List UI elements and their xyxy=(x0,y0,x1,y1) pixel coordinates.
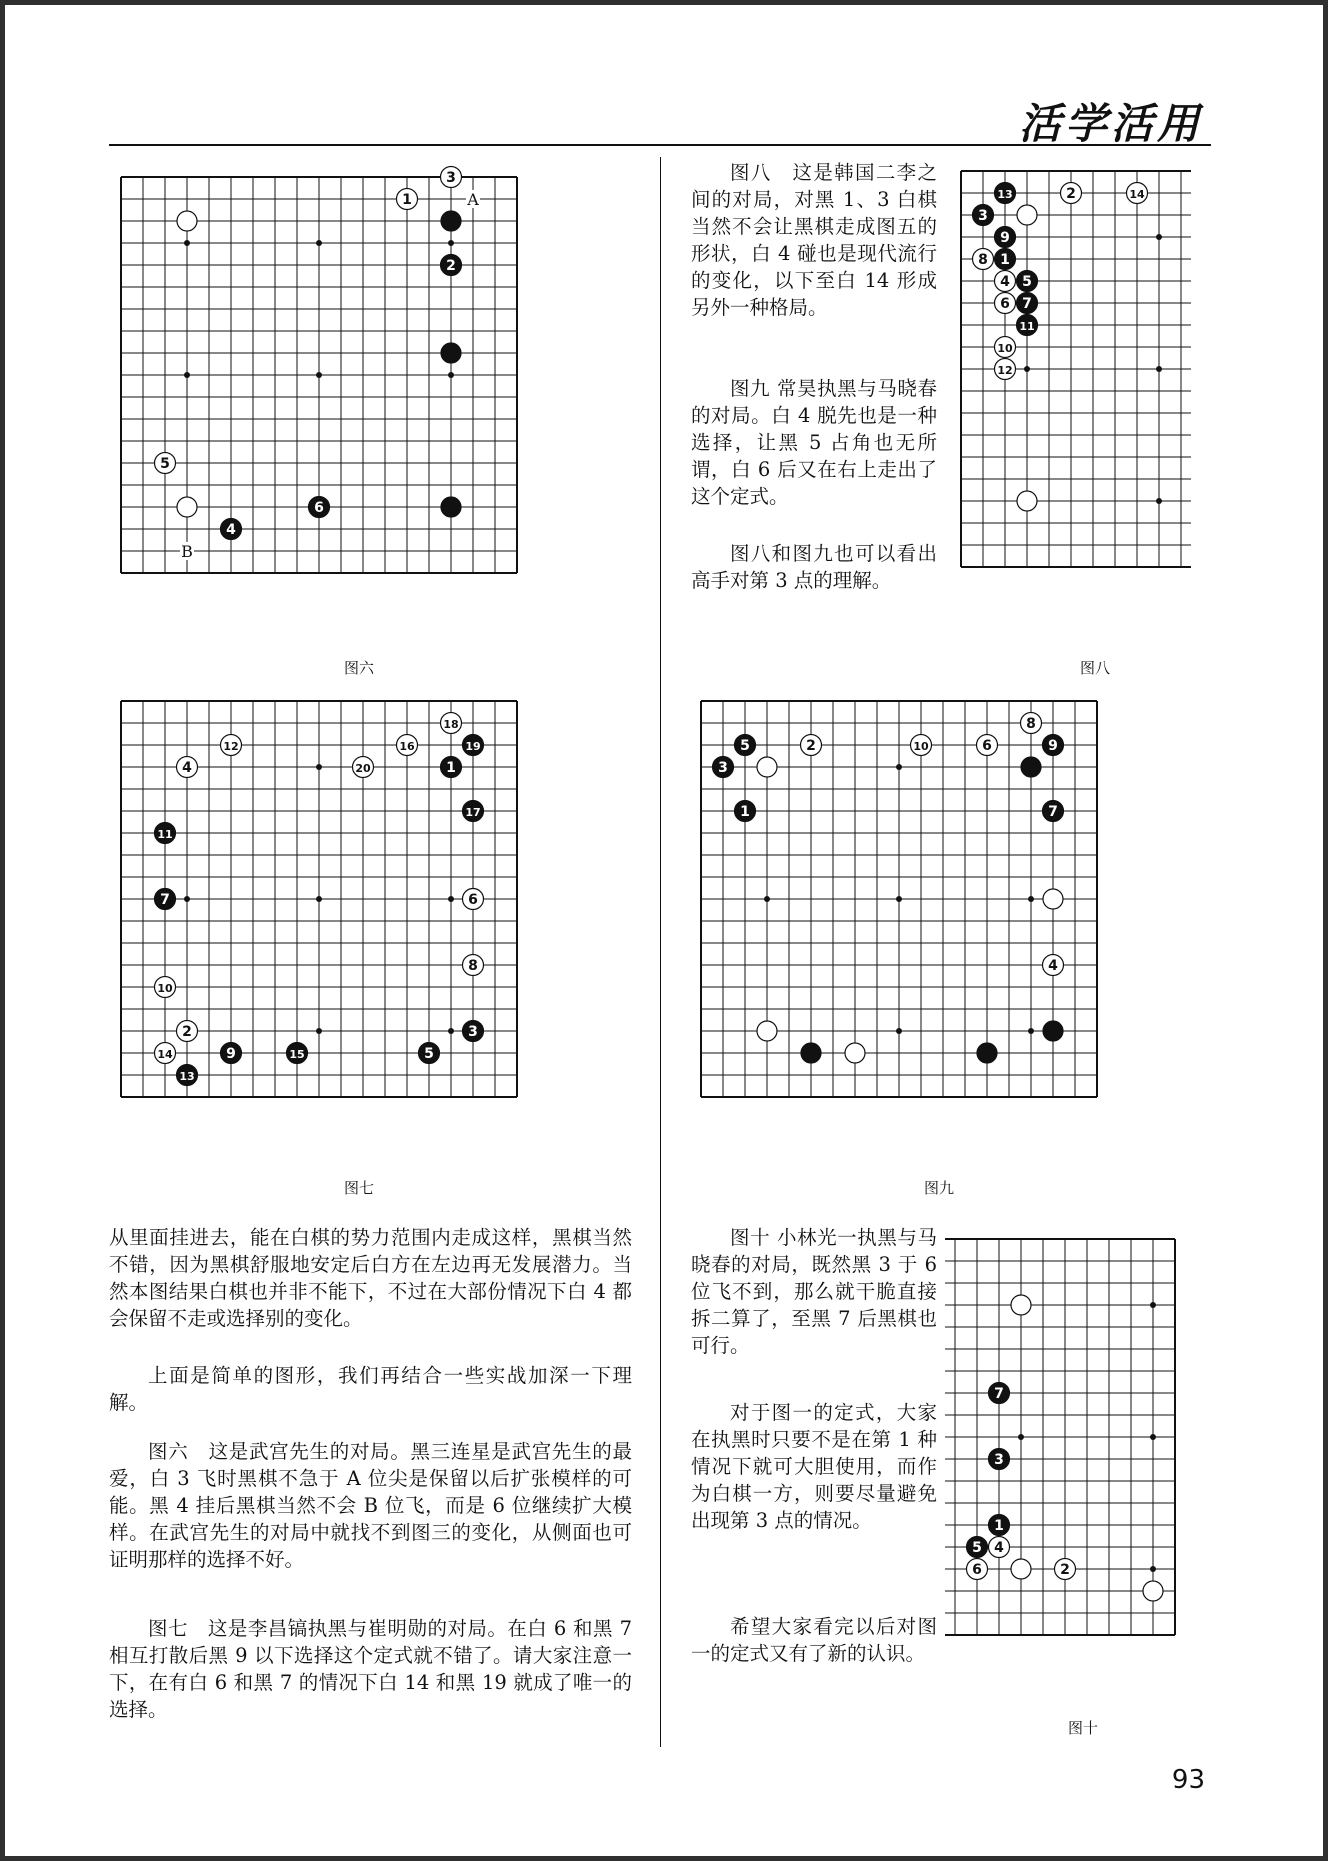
move-number: 14 xyxy=(157,1048,173,1061)
paragraph-fig7: 图七 这是李昌镐执黑与崔明勋的对局。在白 6 和黑 7 相互打散后黑 9 以下选择这个定式就不错了。请大家注意一下，在有白 6 和黑 7 的情况下白 14 和黑 19 就成了唯一的选择。 xyxy=(109,1617,632,1721)
move-number: 4 xyxy=(1048,958,1058,974)
caption-figure-7: 图七 xyxy=(343,1179,374,1197)
column-divider xyxy=(660,157,661,1747)
black-stone xyxy=(221,519,242,540)
star-point xyxy=(896,764,902,770)
star-point xyxy=(316,372,322,378)
paragraph-fig9: 图九 常昊执黑与马晓春的对局。白 4 脱先也是一种选择，让黑 5 占角也无所谓，白 6 后又在右上走出了这个定式。 xyxy=(691,377,937,508)
star-point xyxy=(1028,896,1034,902)
star-point xyxy=(184,372,190,378)
paragraph-fig10: 图十 小林光一执黑与马晓春的对局，既然黑 3 于 6 位飞不到，那么就干脆直接拆二算了，至黑 7 后黑棋也可行。 xyxy=(691,1226,937,1357)
move-number: 2 xyxy=(446,258,456,274)
white-stone xyxy=(995,293,1016,314)
move-number: 2 xyxy=(1060,1562,1070,1578)
move-number: 1 xyxy=(446,760,456,776)
go-board-figure-6 xyxy=(115,171,605,656)
paragraph-fig8-fig9: 图八和图九也可以看出高手对第 3 点的理解。 xyxy=(691,542,937,592)
star-point xyxy=(1150,1566,1156,1572)
white-stone xyxy=(1021,713,1042,734)
move-number: 5 xyxy=(160,456,170,472)
white-stone xyxy=(967,1559,988,1580)
white-stone xyxy=(177,211,197,231)
black-stone xyxy=(155,823,176,844)
move-number: 4 xyxy=(182,760,192,776)
white-stone xyxy=(989,1537,1010,1558)
white-stone xyxy=(1061,183,1082,204)
header-title: 活学活用 xyxy=(1018,99,1203,148)
white-stone xyxy=(1011,1559,1031,1579)
black-stone xyxy=(441,757,462,778)
star-point xyxy=(184,896,190,902)
move-number: 3 xyxy=(446,170,456,186)
move-number: 11 xyxy=(1019,320,1035,333)
star-point xyxy=(448,896,454,902)
star-point xyxy=(1150,1434,1156,1440)
star-point xyxy=(896,896,902,902)
white-stone xyxy=(757,1021,777,1041)
white-stone xyxy=(1043,889,1063,909)
paragraph-fig6: 图六 这是武宫先生的对局。黑三连星是武宫先生的最爱，白 3 飞时黑棋不急于 A 位尖是保留以后扩张模样的可能。黑 4 挂后黑棋当然不会 B 位飞，而是 6 位继续扩大模样。在武宫先生的对局中就找不到图三的变化，从侧面也可证明那样的选择不好。 xyxy=(109,1440,632,1571)
black-stone xyxy=(419,1043,440,1064)
move-number: 10 xyxy=(997,342,1013,355)
star-point xyxy=(1018,1434,1024,1440)
white-stone xyxy=(977,735,998,756)
black-stone xyxy=(713,757,734,778)
white-stone xyxy=(1011,1295,1031,1315)
move-number: 5 xyxy=(972,1540,982,1556)
paragraph-fig8: 图八 这是韩国二李之间的对局，对黑 1、3 白棋当然不会让黑棋走成图五的形状，白 4 碰也是现代流行的变化，以下至白 14 形成另外一种格局。 xyxy=(691,161,937,319)
white-stone xyxy=(441,713,462,734)
star-point xyxy=(448,372,454,378)
black-stone xyxy=(989,1515,1010,1536)
move-number: 2 xyxy=(182,1024,192,1040)
go-board-figure-9 xyxy=(695,695,1185,1180)
move-number: 6 xyxy=(972,1562,982,1578)
move-number: 17 xyxy=(465,806,481,819)
paragraph-joseki-advice: 对于图一的定式，大家在执黑时只要不是在第 1 种情况下就可大胆使用，而作为白棋一方，则要尽量避免出现第 3 点的情况。 xyxy=(691,1401,937,1532)
black-stone xyxy=(287,1043,308,1064)
star-point xyxy=(1028,1028,1034,1034)
star-point xyxy=(1024,366,1030,372)
star-point xyxy=(316,764,322,770)
white-stone xyxy=(177,757,198,778)
black-stone xyxy=(1017,293,1038,314)
black-stone xyxy=(1017,271,1038,292)
move-number: 7 xyxy=(994,1386,1004,1402)
move-number: 3 xyxy=(994,1452,1004,1468)
white-stone xyxy=(155,977,176,998)
black-stone xyxy=(1043,1021,1063,1041)
black-stone xyxy=(977,1043,997,1063)
move-number: 15 xyxy=(289,1048,305,1061)
move-number: 6 xyxy=(1000,296,1010,312)
black-stone xyxy=(155,889,176,910)
star-point xyxy=(316,240,322,246)
white-stone xyxy=(1017,491,1037,511)
white-stone xyxy=(911,735,932,756)
black-stone xyxy=(995,249,1016,270)
move-number: 10 xyxy=(157,982,173,995)
move-number: 1 xyxy=(402,192,412,208)
black-stone xyxy=(989,1383,1010,1404)
move-number: 6 xyxy=(468,892,478,908)
star-point xyxy=(316,1028,322,1034)
white-stone xyxy=(995,359,1016,380)
move-number: 18 xyxy=(443,718,459,731)
move-number: 5 xyxy=(740,738,750,754)
paragraph-simple-shapes: 上面是简单的图形，我们再结合一些实战加深一下理解。 xyxy=(109,1364,632,1414)
star-point xyxy=(764,896,770,902)
black-stone xyxy=(441,343,461,363)
move-number: 2 xyxy=(1066,186,1076,202)
black-stone xyxy=(177,1065,198,1086)
black-stone xyxy=(735,735,756,756)
paragraph-continued: 从里面挂进去，能在白棋的势力范围内走成这样，黑棋当然不错，因为黑棋舒服地安定后白方在左边再无发展潜力。当然本图结果白棋也并非不能下，不过在大部份情况下白 4 都会保留不走或选择别的变化。 xyxy=(109,1226,632,1330)
move-number: 3 xyxy=(978,208,988,224)
move-number: 11 xyxy=(157,828,173,841)
move-number: 6 xyxy=(314,500,324,516)
move-number: 9 xyxy=(226,1046,236,1062)
star-point xyxy=(316,896,322,902)
paragraph-closing: 希望大家看完以后对图一的定式又有了新的认识。 xyxy=(691,1615,937,1665)
black-stone xyxy=(1021,757,1041,777)
move-number: 16 xyxy=(399,740,415,753)
caption-figure-8: 图八 xyxy=(1079,659,1110,677)
point-label: A xyxy=(467,190,479,209)
move-number: 1 xyxy=(994,1518,1004,1534)
white-stone xyxy=(995,271,1016,292)
move-number: 10 xyxy=(913,740,929,753)
move-number: 9 xyxy=(1048,738,1058,754)
black-stone xyxy=(995,227,1016,248)
white-stone xyxy=(353,757,374,778)
white-stone xyxy=(995,337,1016,358)
white-stone xyxy=(801,735,822,756)
black-stone xyxy=(1017,315,1038,336)
move-number: 19 xyxy=(465,740,481,753)
move-number: 20 xyxy=(355,762,371,775)
black-stone xyxy=(1043,801,1064,822)
caption-figure-9: 图九 xyxy=(923,1179,954,1197)
move-number: 8 xyxy=(468,958,478,974)
star-point xyxy=(184,240,190,246)
white-stone xyxy=(463,889,484,910)
move-number: 6 xyxy=(982,738,992,754)
move-number: 13 xyxy=(997,188,1013,201)
white-stone xyxy=(973,249,994,270)
black-stone xyxy=(463,801,484,822)
move-number: 5 xyxy=(1022,274,1032,290)
move-number: 5 xyxy=(424,1046,434,1062)
caption-figure-6: 图六 xyxy=(343,659,374,677)
move-number: 12 xyxy=(223,740,239,753)
white-stone xyxy=(397,189,418,210)
move-number: 9 xyxy=(1000,230,1010,246)
white-stone xyxy=(1043,955,1064,976)
star-point xyxy=(448,1028,454,1034)
header-rule xyxy=(109,144,1211,146)
white-stone xyxy=(463,955,484,976)
move-number: 14 xyxy=(1129,188,1145,201)
move-number: 12 xyxy=(997,364,1013,377)
black-stone xyxy=(989,1449,1010,1470)
black-stone xyxy=(801,1043,821,1063)
go-board-figure-8 xyxy=(955,165,1227,650)
black-stone xyxy=(441,497,461,517)
star-point xyxy=(448,240,454,246)
white-stone xyxy=(177,1021,198,1042)
black-stone xyxy=(1043,735,1064,756)
white-stone xyxy=(397,735,418,756)
black-stone xyxy=(441,255,462,276)
page-number: 93 xyxy=(1171,1765,1205,1795)
black-stone xyxy=(309,497,330,518)
white-stone xyxy=(177,497,197,517)
move-number: 13 xyxy=(179,1070,195,1083)
black-stone xyxy=(973,205,994,226)
move-number: 4 xyxy=(994,1540,1004,1556)
move-number: 4 xyxy=(1000,274,1010,290)
white-stone xyxy=(757,757,777,777)
go-board-figure-10 xyxy=(949,1233,1227,1718)
black-stone xyxy=(441,211,461,231)
white-stone xyxy=(1127,183,1148,204)
star-point xyxy=(1156,234,1162,240)
white-stone xyxy=(441,167,462,188)
star-point xyxy=(1150,1302,1156,1308)
move-number: 3 xyxy=(468,1024,478,1040)
move-number: 7 xyxy=(160,892,170,908)
move-number: 3 xyxy=(718,760,728,776)
black-stone xyxy=(735,801,756,822)
black-stone xyxy=(463,735,484,756)
move-number: 1 xyxy=(740,804,750,820)
move-number: 2 xyxy=(806,738,816,754)
white-stone xyxy=(155,1043,176,1064)
white-stone xyxy=(1055,1559,1076,1580)
star-point xyxy=(1156,366,1162,372)
white-stone xyxy=(1143,1581,1163,1601)
black-stone xyxy=(995,183,1016,204)
star-point xyxy=(896,1028,902,1034)
star-point xyxy=(1156,498,1162,504)
white-stone xyxy=(1017,205,1037,225)
go-board-figure-7 xyxy=(115,695,605,1180)
caption-figure-10: 图十 xyxy=(1067,1719,1098,1737)
white-stone xyxy=(221,735,242,756)
move-number: 8 xyxy=(978,252,988,268)
move-number: 1 xyxy=(1000,252,1010,268)
point-label: B xyxy=(181,542,193,561)
white-stone xyxy=(845,1043,865,1063)
black-stone xyxy=(967,1537,988,1558)
black-stone xyxy=(221,1043,242,1064)
black-stone xyxy=(463,1021,484,1042)
white-stone xyxy=(155,453,176,474)
move-number: 8 xyxy=(1026,716,1036,732)
move-number: 7 xyxy=(1022,296,1032,312)
move-number: 7 xyxy=(1048,804,1058,820)
move-number: 4 xyxy=(226,522,236,538)
